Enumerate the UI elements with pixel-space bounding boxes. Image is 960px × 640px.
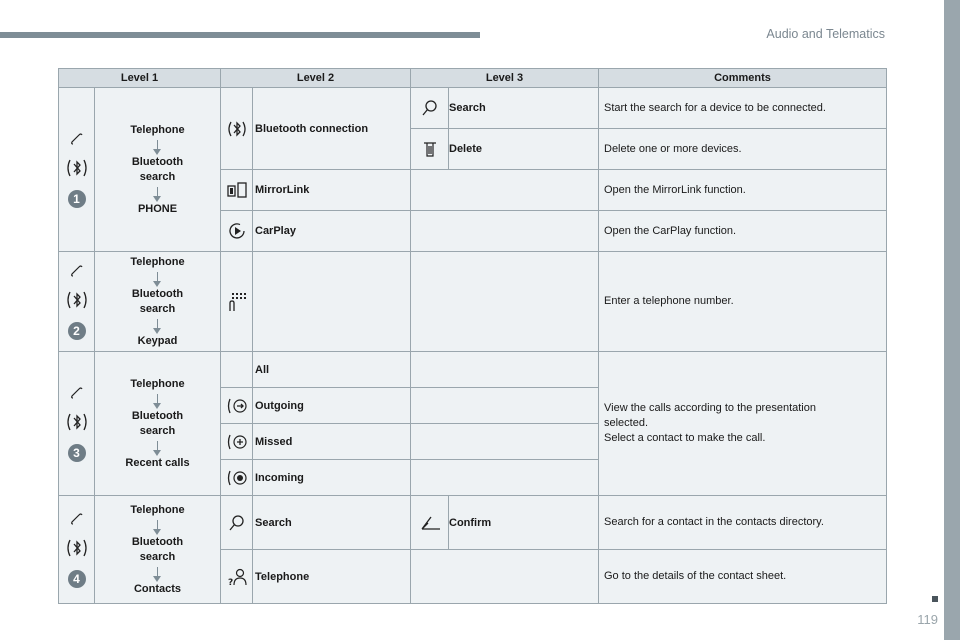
phone-handset-icon [70,386,84,400]
page-number: 119 [917,612,938,627]
phone-handset-icon [70,512,84,526]
level1-icons [59,252,95,352]
bluetooth-connection-icon [226,118,248,140]
confirm-arrow-icon [419,515,441,531]
level3-empty [411,550,599,604]
column-header-level1: Level 1 [59,69,221,88]
level1-item: PHONE [137,202,178,215]
level1-item: Bluetooth search [131,287,184,315]
missed-call-icon [226,432,248,452]
comment-cell: Enter a telephone number. [599,252,887,352]
table-row [59,352,887,388]
incoming-call-icon [226,468,248,488]
level2-label: Outgoing [253,388,411,424]
comment-cell: Open the MirrorLink function. [599,170,887,211]
level3-empty [411,252,599,352]
table-row [59,252,887,352]
level2-icon-cell [221,88,253,170]
level3-empty [411,211,599,252]
table-row [59,88,887,129]
level1-item: Telephone [130,503,185,516]
level2-icon-cell [221,252,253,352]
down-arrow-icon [157,319,158,329]
bluetooth-device-icon [65,156,89,180]
step-number-badge: 3 [68,444,86,462]
level2-icon-cell [221,388,253,424]
level2-label: All [253,352,411,388]
svg-text:?: ? [227,577,233,587]
bluetooth-device-icon [65,288,89,312]
menu-table [58,68,887,604]
level2-label: CarPlay [253,211,411,252]
level3-empty [411,388,599,424]
level2-icon-cell [221,211,253,252]
step-number-badge: 2 [68,322,86,340]
level3-empty [411,170,599,211]
comment-line: Select a contact to make the call. [604,432,766,444]
mirrorlink-icon [226,181,248,199]
level3-label: Delete [449,129,599,170]
level1-path [95,496,221,604]
level2-label: Bluetooth connection [253,88,411,170]
down-arrow-icon [157,187,158,197]
comment-line: selected. [604,417,649,429]
level2-label: Search [253,496,411,550]
level1-path [95,252,221,352]
level1-icons [59,88,95,252]
keypad-icon [226,291,248,313]
level1-item: Telephone [130,377,185,390]
down-arrow-icon [157,140,158,150]
comment-line: View the calls according to the presentation [604,402,816,414]
search-icon [228,514,246,532]
level2-icon-cell [221,550,253,604]
column-header-comments: Comments [599,69,887,88]
level3-empty [411,424,599,460]
carplay-icon [227,221,247,241]
phone-handset-icon [70,264,84,278]
level3-empty [411,352,599,388]
comment-cell: Delete one or more devices. [599,129,887,170]
level2-icon-cell [221,170,253,211]
level2-empty [253,252,411,352]
level1-item: Bluetooth search [131,535,184,563]
column-header-level3: Level 3 [411,69,599,88]
level1-path [95,352,221,496]
level3-label: Confirm [449,496,599,550]
level2-label: Missed [253,424,411,460]
column-header-level2: Level 2 [221,69,411,88]
level1-item: Recent calls [125,456,190,469]
down-arrow-icon [157,394,158,404]
comment-cell [599,352,887,496]
search-icon [421,99,439,117]
level3-empty [411,460,599,496]
section-title: Audio and Telematics [766,27,885,41]
outgoing-call-icon [226,396,248,416]
level1-item: Bluetooth search [131,409,184,437]
level2-label: Telephone [253,550,411,604]
level1-item: Telephone [130,123,185,136]
bullet-marker [932,596,938,602]
page-edge-strip [944,0,960,640]
step-number-badge: 4 [68,570,86,588]
contact-details-icon [226,567,248,587]
level3-icon-cell [411,129,449,170]
table-header-row [59,69,887,88]
level2-icon-cell [221,496,253,550]
comment-cell: Search for a contact in the contacts directory. [599,496,887,550]
down-arrow-icon [157,272,158,282]
level2-label: Incoming [253,460,411,496]
top-accent-bar [0,32,480,38]
level1-icons [59,496,95,604]
down-arrow-icon [157,567,158,577]
level2-icon-cell [221,424,253,460]
down-arrow-icon [157,520,158,530]
comment-cell: Go to the details of the contact sheet. [599,550,887,604]
level1-item: Bluetooth search [131,155,184,183]
comment-cell: Start the search for a device to be connected. [599,88,887,129]
bluetooth-device-icon [65,536,89,560]
comment-cell: Open the CarPlay function. [599,211,887,252]
level1-item: Telephone [130,255,185,268]
level1-path [95,88,221,252]
level1-item: Contacts [133,582,182,595]
level3-icon-cell [411,496,449,550]
down-arrow-icon [157,441,158,451]
table-row [59,496,887,550]
level2-icon-cell [221,352,253,388]
phone-handset-icon [70,132,84,146]
level2-icon-cell [221,460,253,496]
level2-label: MirrorLink [253,170,411,211]
bluetooth-device-icon [65,410,89,434]
level1-icons [59,352,95,496]
level3-icon-cell [411,88,449,129]
level1-item: Keypad [137,334,178,347]
step-number-badge: 1 [68,190,86,208]
trash-icon [422,140,438,158]
level3-label: Search [449,88,599,129]
